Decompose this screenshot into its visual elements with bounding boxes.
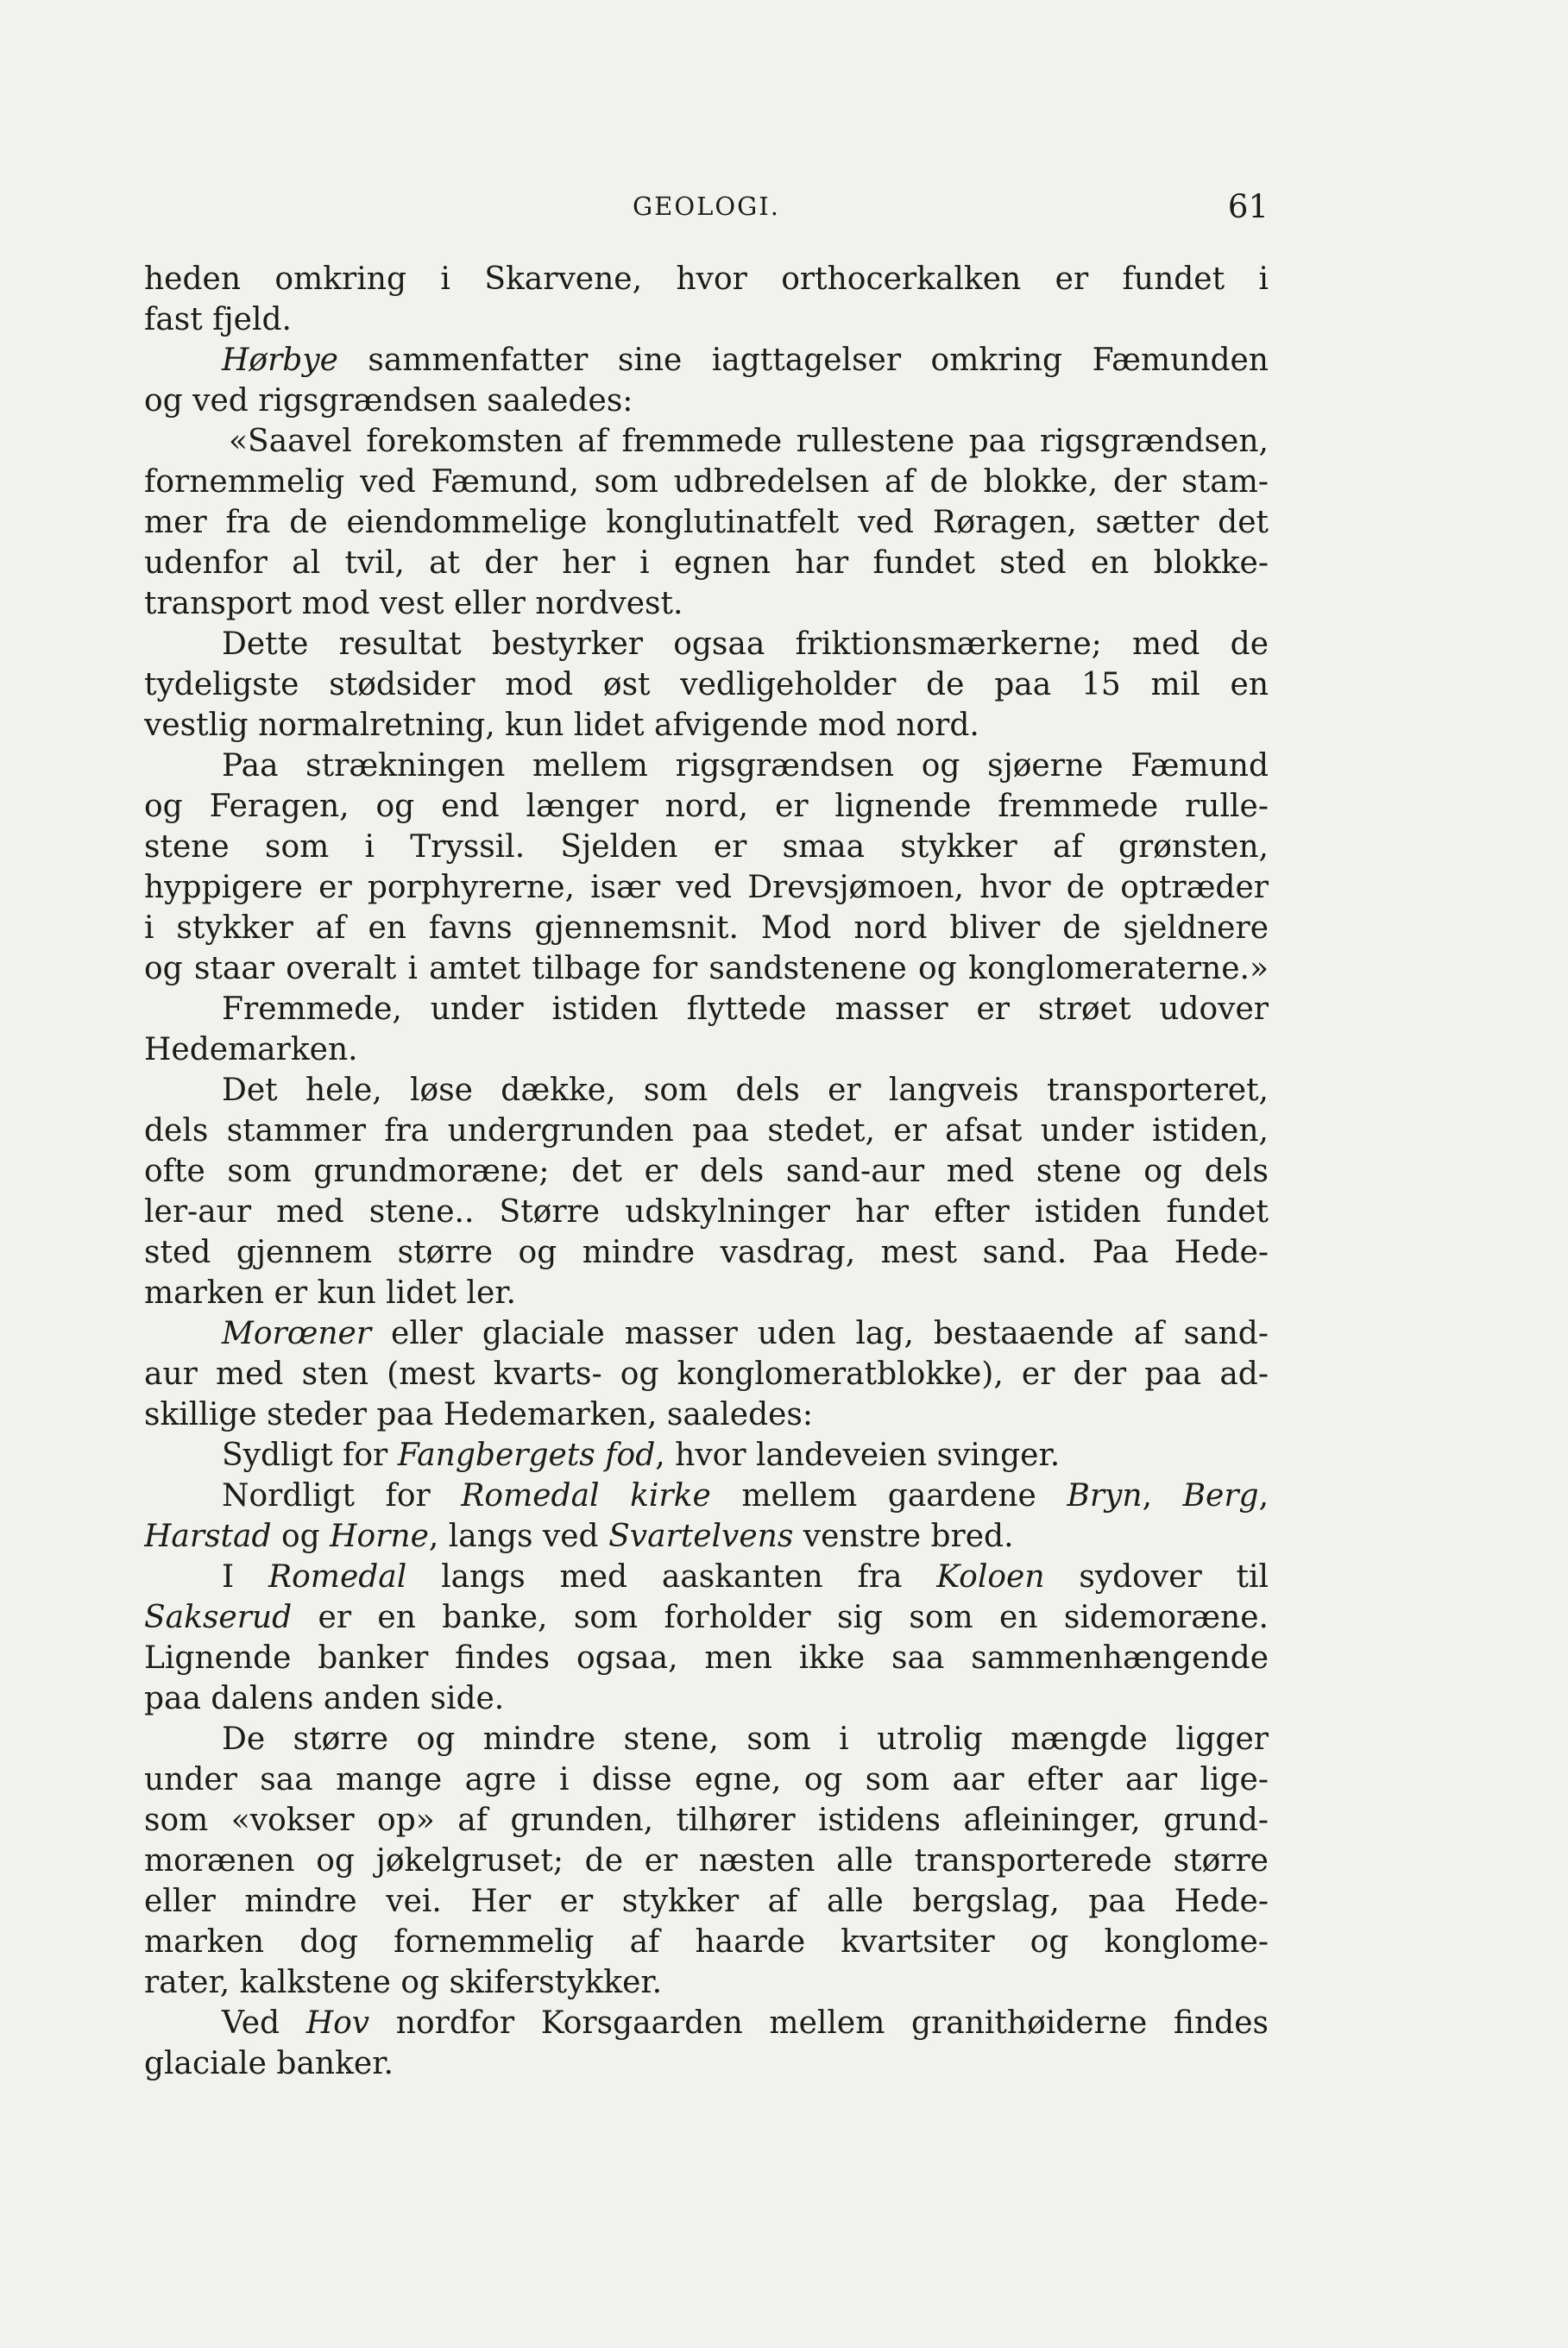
italic-text: Svartelvens — [608, 1519, 794, 1554]
text-segment: hyppigere er porphyrerne, især ved Drevsjømoen, hvor de optræder — [144, 870, 1269, 905]
text-segment: mer fra de eiendommelige konglutinatfelt ved Røragen, sætter det — [144, 505, 1269, 540]
italic-text: Morœner — [222, 1316, 372, 1351]
text-line — [144, 1841, 1269, 1881]
italic-text: Romedal kirke — [461, 1478, 711, 1514]
text-line — [144, 1759, 1269, 1800]
text-segment: ofte som grundmoræne; det er dels sand-aur med stene og dels — [144, 1154, 1269, 1189]
text-line — [144, 1557, 1269, 1597]
text-segment: stene som i Tryssil. Sjelden er smaa stykker af grønsten, — [144, 829, 1269, 865]
text-segment: dels stammer fra undergrunden paa stedet, er afsat under istiden, — [144, 1113, 1269, 1149]
text-line — [144, 786, 1269, 827]
text-segment: De større og mindre stene, som i utrolig mængde ligger — [222, 1722, 1269, 1757]
text-segment: paa dalens anden side. — [144, 1681, 505, 1716]
text-line — [144, 624, 1269, 664]
page-number: 61 — [1227, 188, 1269, 225]
text-line — [144, 1232, 1269, 1273]
text-segment: aur med sten (mest kvarts- og konglomeratblokke), er der paa ad- — [144, 1357, 1269, 1392]
text-line — [144, 259, 1269, 299]
text-segment: Det hele, løse dække, som dels er langveis transporteret, — [222, 1073, 1269, 1108]
text-line — [144, 664, 1269, 705]
text-segment: mellem gaardene — [710, 1478, 1067, 1514]
italic-text: Hørbye — [222, 343, 338, 378]
text-line — [144, 1435, 1269, 1476]
text-line — [144, 1354, 1269, 1394]
text-segment: eller glaciale masser uden lag, bestaaende af sand- — [371, 1316, 1269, 1351]
text-line — [144, 1192, 1269, 1232]
text-segment: , hvor landeveien svinger. — [655, 1438, 1061, 1473]
text-segment: transport mod vest eller nordvest. — [144, 586, 683, 621]
text-line — [144, 1151, 1269, 1192]
text-line — [144, 746, 1269, 786]
text-segment: rater, kalkstene og skiferstykker. — [144, 1965, 663, 2000]
text-segment: Paa strækningen mellem rigsgrændsen og sjøerne Fæmund — [222, 748, 1269, 784]
text-line — [144, 1516, 1269, 1557]
italic-text: Berg — [1182, 1478, 1259, 1514]
italic-text: Hov — [305, 2005, 370, 2041]
text-segment: marken er kun lidet ler. — [144, 1275, 516, 1311]
text-segment: er en banke, som forholder sig som en sidemoræne. — [292, 1600, 1269, 1635]
text-line — [144, 867, 1269, 908]
text-line — [144, 1962, 1269, 2003]
text-segment: sydover til — [1044, 1559, 1269, 1595]
italic-text: Romedal — [268, 1559, 407, 1595]
text-line — [144, 340, 1269, 381]
text-segment: glaciale banker. — [144, 2046, 394, 2081]
text-segment: fornemmelig ved Fæmund, som udbredelsen af de blokke, der stam- — [144, 464, 1269, 500]
text-line — [144, 421, 1269, 462]
text-line — [144, 1394, 1269, 1435]
text-line — [144, 1476, 1269, 1516]
text-segment: venstre bred. — [793, 1519, 1014, 1554]
text-line — [144, 1597, 1269, 1638]
italic-text: Bryn — [1067, 1478, 1143, 1514]
italic-text: Fangbergets fod — [397, 1438, 656, 1473]
text-line — [144, 583, 1269, 624]
text-segment: som «vokser op» af grunden, tilhører istidens afleininger, grund- — [144, 1803, 1269, 1838]
text-line — [144, 1800, 1269, 1841]
text-segment: Lignende banker findes ogsaa, men ikke saa sammenhængende — [144, 1640, 1269, 1676]
text-segment: Hedemarken. — [144, 1032, 358, 1067]
text-segment: i stykker af en favns gjennemsnit. Mod nord bliver de sjeldnere — [144, 910, 1269, 946]
text-line — [144, 1029, 1269, 1070]
text-segment: «Saavel forekomsten af fremmede rullestene paa rigsgrændsen, — [229, 424, 1269, 459]
text-segment: og — [271, 1519, 331, 1554]
text-line — [144, 2003, 1269, 2043]
text-line — [144, 1070, 1269, 1111]
text-line — [144, 462, 1269, 502]
text-segment: Fremmede, under istiden flyttede masser er strøet udover — [222, 991, 1269, 1027]
text-line — [144, 705, 1269, 746]
text-segment: langs med aaskanten fra — [406, 1559, 937, 1595]
italic-text: Koloen — [936, 1559, 1045, 1595]
text-line — [144, 381, 1269, 421]
text-segment: heden omkring i Skarvene, hvor orthocerkalken er fundet i — [144, 261, 1269, 297]
text-segment: marken dog fornemmelig af haarde kvartsiter og konglome- — [144, 1924, 1269, 1960]
text-segment: sted gjennem større og mindre vasdrag, mest sand. Paa Hede- — [144, 1235, 1269, 1270]
page-header — [144, 188, 1269, 235]
text-line — [144, 1313, 1269, 1354]
text-segment: vestlig normalretning, kun lidet afvigende mod nord. — [144, 708, 979, 743]
text-segment: , — [1142, 1478, 1183, 1514]
italic-text: Sakserud — [144, 1600, 293, 1635]
text-segment: Nordligt for — [222, 1478, 462, 1514]
text-segment: , — [1258, 1478, 1269, 1514]
text-segment: under saa mange agre i disse egne, og som aar efter aar lige- — [144, 1762, 1269, 1797]
body-text — [144, 259, 1269, 2084]
text-line — [144, 827, 1269, 867]
text-segment: og ved rigsgrændsen saaledes: — [144, 383, 633, 419]
text-segment: I — [222, 1559, 269, 1595]
text-line — [144, 299, 1269, 340]
italic-text: Harstad — [144, 1519, 272, 1554]
text-segment: nordfor Korsgaarden mellem granithøiderne findes — [369, 2005, 1269, 2041]
text-segment: sammenfatter sine iagttagelser omkring Fæmunden — [337, 343, 1269, 378]
text-line — [144, 1719, 1269, 1759]
text-segment: og staar overalt i amtet tilbage for sandstenene og konglomeraterne.» — [144, 951, 1269, 986]
text-line — [144, 948, 1269, 989]
italic-text: Horne — [330, 1519, 429, 1554]
text-line — [144, 1678, 1269, 1719]
text-segment: Ved — [222, 2005, 306, 2041]
text-segment: Sydligt for — [222, 1438, 398, 1473]
text-line — [144, 1638, 1269, 1678]
text-segment: , langs ved — [428, 1519, 609, 1554]
text-line — [144, 1111, 1269, 1151]
text-segment: skillige steder paa Hedemarken, saaledes: — [144, 1397, 814, 1432]
text-line — [144, 543, 1269, 583]
text-line — [144, 1273, 1269, 1313]
text-line — [144, 2043, 1269, 2084]
text-line — [144, 908, 1269, 948]
text-segment: eller mindre vei. Her er stykker af alle bergslag, paa Hede- — [144, 1884, 1269, 1919]
text-line — [144, 502, 1269, 543]
text-line — [144, 989, 1269, 1029]
text-segment: ler-aur med stene.. Større udskylninger har efter istiden fundet — [144, 1194, 1269, 1230]
running-title: GEOLOGI. — [633, 192, 780, 221]
text-segment: udenfor al tvil, at der her i egnen har fundet sted en blokke- — [144, 545, 1269, 581]
text-segment: morænen og jøkelgruset; de er næsten alle transporterede større — [144, 1843, 1269, 1879]
text-segment: tydeligste stødsider mod øst vedligeholder de paa 15 mil en — [144, 667, 1269, 702]
text-line — [144, 1922, 1269, 1962]
text-segment: fast fjeld. — [144, 302, 292, 337]
text-segment: og Feragen, og end længer nord, er lignende fremmede rulle- — [144, 789, 1269, 824]
text-segment: Dette resultat bestyrker ogsaa friktionsmærkerne; med de — [222, 626, 1269, 662]
text-line — [144, 1881, 1269, 1922]
